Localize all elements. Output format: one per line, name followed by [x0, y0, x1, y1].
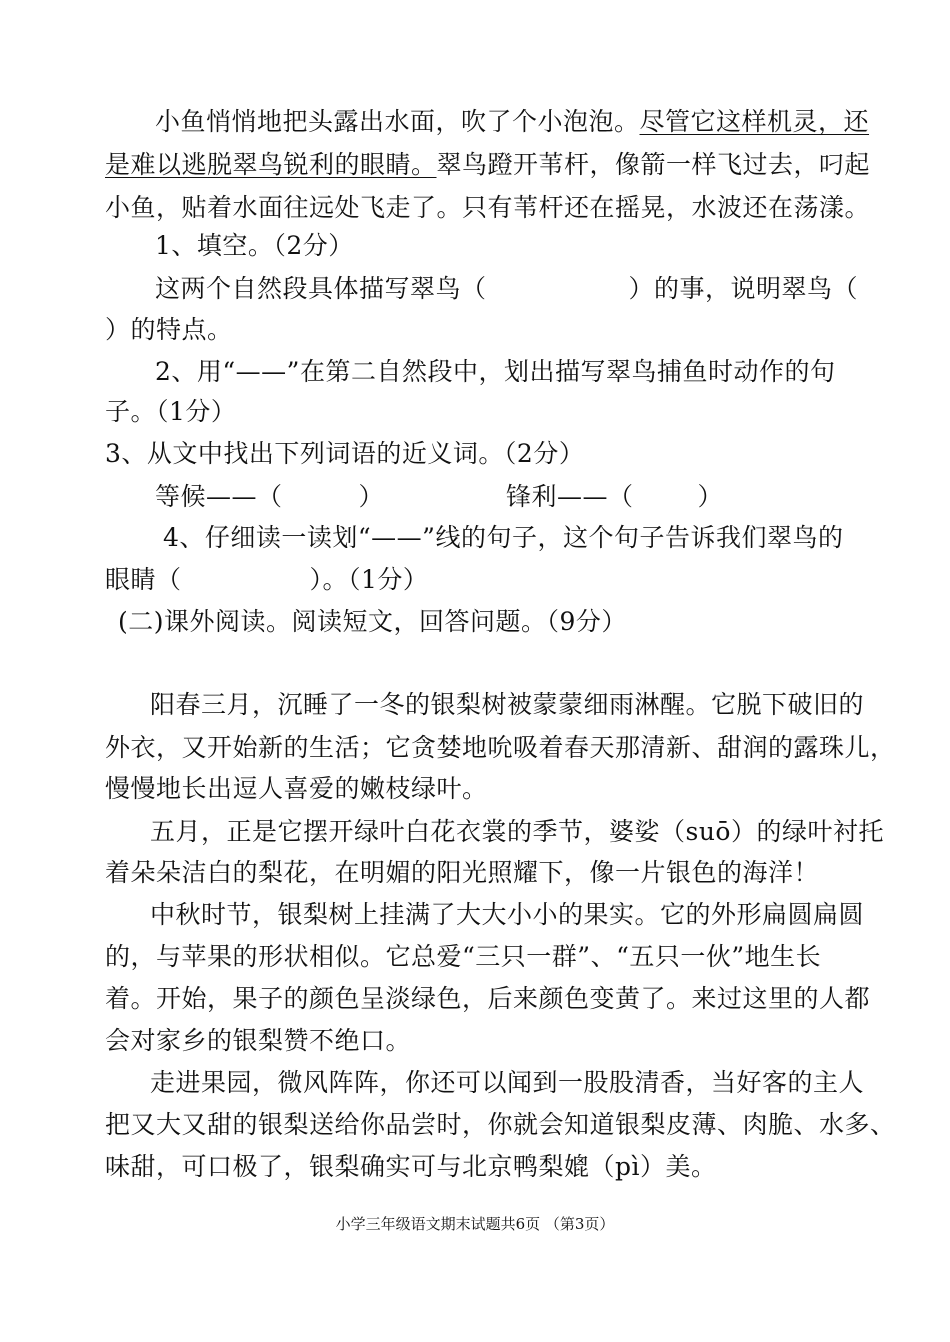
- question-2-line-2: 子。（1分）: [105, 397, 237, 426]
- passage2-line: 的，与苹果的形状相似。它总爱“三只一群”、“五只一伙”地生长: [105, 942, 822, 971]
- passage2-line: 阳春三月，沉睡了一冬的银梨树被蒙蒙细雨淋醒。它脱下破旧的: [150, 690, 865, 719]
- word-1-label: 等候——（: [155, 482, 283, 511]
- passage1-line-1: [155, 105, 869, 139]
- question-2-line-1: 2、用“——”在第二自然段中，划出描写翠鸟捕鱼时动作的句: [155, 357, 836, 386]
- passage2-line: 走进果园，微风阵阵，你还可以闻到一股股清香，当好客的主人: [150, 1068, 865, 1097]
- passage1-line-2: [105, 148, 870, 182]
- passage1-line-2-text: 翠鸟蹬开苇杆，像箭一样飞过去，叼起: [436, 150, 871, 179]
- passage2-line: 把又大又甜的银梨送给你品尝时，你就会知道银梨皮薄、肉脆、水多、: [105, 1110, 896, 1139]
- word-1-close: ）: [358, 482, 385, 511]
- question-4-line-1: 4、仔细读一读划“——”线的句子，这个句子告诉我们翠鸟的: [163, 523, 844, 552]
- passage2-line: 外衣，又开始新的生活；它贪婪地吮吸着春天那清新、甜润的露珠儿，: [105, 733, 896, 762]
- question-1-title: 1、填空。（2分）: [155, 231, 354, 260]
- question-1-text-a: 这两个自然段具体描写翠鸟（: [155, 274, 487, 303]
- page-footer: 小学三年级语文期末试题共6页 （第3页）: [335, 1215, 615, 1233]
- passage2-line: 慢慢地长出逗人喜爱的嫩枝绿叶。: [105, 774, 488, 803]
- question-1-line-1: [155, 272, 858, 306]
- question-4-line-2: [105, 563, 428, 597]
- section-2-title: (二)课外阅读。阅读短文，回答问题。（9分）: [118, 607, 627, 636]
- passage2-line: 五月，正是它摆开绿叶白花衣裳的季节，婆娑（suō）的绿叶衬托: [150, 817, 884, 846]
- question-4-text-c: ）。（1分）: [309, 565, 429, 594]
- passage2-line: 着。开始，果子的颜色呈淡绿色，后来颜色变黄了。来过这里的人都: [105, 984, 871, 1013]
- question-1-line-2: ）的特点。: [105, 315, 233, 344]
- question-3-title: 3、从文中找出下列词语的近义词。（2分）: [105, 439, 585, 468]
- underlined-sentence-part-1: 尽管它这样机灵，还: [639, 107, 870, 136]
- word-2-label: 锋利——（: [506, 482, 634, 511]
- passage2-line: 味甜，可口极了，银梨确实可与北京鸭梨媲（pì）美。: [105, 1152, 717, 1181]
- passage2-line: 着朵朵洁白的梨花，在明媚的阳光照耀下，像一片银色的海洋！: [105, 858, 820, 887]
- question-4-text-b: 眼睛（: [105, 565, 182, 594]
- question-1-text-b: ）的事，说明翠鸟（: [628, 274, 859, 303]
- underlined-sentence-part-2: 是难以逃脱翠鸟锐利的眼睛。: [105, 150, 437, 179]
- passage2-line: 中秋时节，银梨树上挂满了大大小小的果实。它的外形扁圆扁圆: [150, 900, 865, 929]
- word-2-close: ）: [697, 482, 724, 511]
- passage2-line: 会对家乡的银梨赞不绝口。: [105, 1026, 412, 1055]
- passage1-line-3: 小鱼，贴着水面往远处飞走了。只有苇杆还在摇晃，水波还在荡漾。: [105, 193, 871, 222]
- question-3-words: [155, 480, 723, 514]
- passage1-line-1-text: 小鱼悄悄地把头露出水面，吹了个小泡泡。: [155, 107, 640, 136]
